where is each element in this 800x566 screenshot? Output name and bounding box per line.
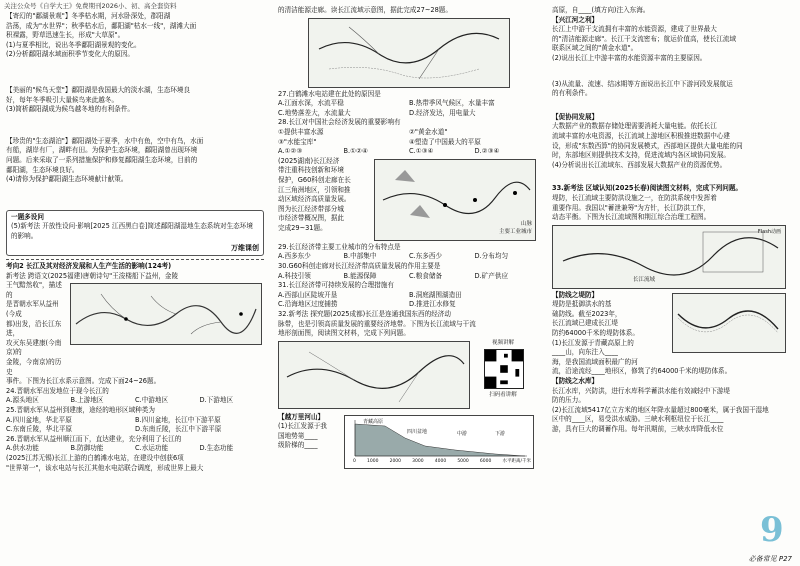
option[interactable]: C.中游地区 (135, 396, 169, 405)
option[interactable]: A.江面水深，水流平稳 (278, 99, 344, 108)
text-line: 图为长江经济带部分城 (278, 204, 344, 213)
text-line: 重要作用。我国以"蓄泄兼筹"为方针，长江防洪工作， (552, 203, 710, 212)
text-line: 鄱阳湖，生态环境良好。 (6, 165, 79, 174)
text-line: 时，东部地区则提供技术支持，促进流域内各区域协同发展。 (552, 151, 731, 160)
question-s4: (4)分析说出长江流域东、西部发展大数据产业的资源优势。 (552, 160, 727, 169)
jingjiang-map-icon (673, 294, 785, 352)
q31-options (278, 291, 540, 310)
sub1-title: 【越万里河山】 (278, 412, 325, 421)
axis-tick: 5000 (457, 459, 469, 465)
text-line: 长江水库，兴防洪，进行水库科学蓄洪水能有效减轻中下游堤 (552, 386, 731, 395)
yangtze-flood-map (552, 225, 786, 289)
axis-title: 水平距离/千米 (502, 459, 531, 465)
text-line: 市经济带概况图，据此 (278, 214, 344, 223)
answer-space (552, 170, 794, 184)
s2-title: 【促协同发展】 (552, 112, 599, 121)
option[interactable]: D.东南丘陵，长江中下游平原 (135, 425, 222, 434)
question-33: 33.新考法 区域认知(2025长春)阅读图文材料，完成下列问题。 (552, 184, 743, 193)
text-line: 联系区域之间的"黄金水道"。 (552, 44, 638, 53)
text-line: 积裸露，野草迅速生长，形成"大草原"。 (6, 31, 125, 40)
option[interactable]: B.能源保障 (343, 271, 377, 280)
answer-space (552, 99, 794, 113)
legend-mountain: 山脉 (520, 221, 532, 228)
text-line: 防的压力。 (552, 396, 585, 405)
text-line: (2025江苏无锡)长江上游的白鹤滩水电站，在建设中创获6项 (6, 453, 184, 462)
box-text: (5)新考法 开放性设问·影响[2025 江西黑白卷]简述鄱阳湖湿地生态系统对生态环境的影响。 (11, 222, 253, 240)
economic-belt-map (374, 159, 536, 241)
option[interactable]: D.矿产供应 (474, 271, 509, 280)
text-line: "世界第一"，该水电站与长江其他水电站联合调度，形成世界上最大 (6, 463, 204, 472)
legend-city: 主要工业城市 (498, 229, 532, 236)
text-line: 的有利条件。 (552, 89, 592, 98)
axis-tick: 4000 (434, 459, 447, 465)
lake-landscape-block (6, 12, 264, 60)
option[interactable]: C.东南丘陵，华北平原 (6, 425, 73, 434)
yangtze-basin-map-2 (278, 341, 470, 409)
option[interactable]: A.①②③ (278, 147, 303, 156)
column-right (552, 6, 794, 435)
option[interactable]: B.①②④ (343, 147, 368, 156)
axis-tick: 6000 (479, 459, 492, 465)
text-line: 【珍贵的"生态湖泊"】鄱阳湖处于夏季，水中有鱼，空中有鸟，水面 (6, 136, 204, 145)
map-label-flash: Flash动画 (757, 228, 781, 235)
option[interactable]: A.供水功能 (6, 444, 39, 453)
q28-items (278, 128, 540, 147)
profile-axis (353, 457, 531, 467)
text-line: 保护，G60科创走廊在长 (278, 175, 351, 184)
axis-tick: 1000 (367, 459, 379, 465)
section-title: 考向2 长江及其对经济发展和人生产生活的影响(124考) (6, 259, 264, 272)
intro-text (6, 281, 66, 377)
column-left (6, 12, 264, 473)
option[interactable]: A.科技引领 (278, 271, 311, 280)
q29-options (278, 252, 540, 262)
option[interactable]: D.分布均匀 (474, 252, 509, 261)
option[interactable]: D.推进江水修复 (409, 300, 456, 309)
text-line: ____山，向东注入____ (552, 348, 618, 357)
text-line: 问题。后来采取了一系列措施保护和修复鄱阳湖生态环境，目前的 (6, 155, 198, 164)
box-title: 一题多设问 (11, 212, 44, 221)
option[interactable]: A.四川盆地，华北平原 (6, 415, 72, 424)
text-line: 设，形成"东数西算"的协同发展模式，西部地区提供大量电能的同 (552, 141, 743, 150)
question-28: 28.长江对中国社会经济发展的重要影响有 (278, 118, 401, 127)
text-line: 长江上中游干支流拥有丰富的水能资源，建成了世界最大 (552, 25, 717, 34)
river-map-icon (71, 284, 261, 344)
axis-tick: 0 (353, 459, 356, 465)
jingjiang-map (672, 293, 786, 353)
map-label: 长江流域 (633, 277, 656, 284)
text-line: 游，具有巨大的调蓄作用。每年汛期前，三峡水库降低水位 (552, 425, 724, 433)
option[interactable]: C.地势落差大，水流量大 (278, 108, 351, 117)
question-33-2: (2)长江流域5417亿立方米的地区年降水量超过800毫米，属于我国干湿地 (552, 405, 769, 414)
question-2: (2)分析鄱阳湖水域面积季节变化大的原因。 (6, 50, 135, 59)
qr-label-top: 视频讲解 (491, 339, 514, 346)
wetland-block (6, 137, 264, 185)
header-note: 关注公众号《自学大王》免费期刊2026小、初、高全套资料 (4, 2, 177, 10)
question-25: 25.晋朝水军从益州到建康，途经的地形区域种类为 (6, 406, 155, 414)
q29-intro-area (278, 157, 540, 243)
s4-title: 【防线之水库】 (552, 377, 599, 386)
brand-logo: 万维课创 (231, 243, 259, 252)
option: ①提供丰富水源 (278, 127, 324, 136)
text-line: 脉带，也是引领高质量发展的重要经济地带。下图为长江流域与干流 (278, 319, 476, 328)
option[interactable]: C.东多西少 (409, 252, 443, 261)
s1-title: 【兴江河之利】 (552, 15, 599, 24)
text-line: 王气黯然收"，描述的 (6, 281, 62, 299)
answer-space (6, 115, 264, 137)
text-line: 堤防是抵御洪水的基 (552, 300, 612, 309)
question-4: (4)请你为保护鄱阳湖生态环境献计献策。 (6, 175, 128, 184)
question-31: 31.长江经济带可持续发展的合理措施有 (278, 281, 394, 290)
text-line: 带注重科技创新和环境 (278, 166, 344, 175)
flood-map-icon (553, 226, 785, 288)
q-intro-area (6, 272, 264, 387)
text-line: 是晋朝水军从益州(今成 (6, 300, 59, 319)
option[interactable]: B.热带季风气候区，水量丰富 (409, 99, 495, 108)
text-line: 完成29~31题。 (278, 223, 327, 232)
option[interactable]: B.中部集中 (343, 252, 377, 261)
option[interactable]: C.沿海地区过度捕捞 (278, 300, 338, 309)
text-line: 流域丰富的水电资源，长江流域上游地区积极推进数据中心建 (552, 131, 731, 140)
text-line: 新考法 跨语文(2025福建)唐朝诗句"王浚楼船下益州，金陵 (6, 271, 179, 280)
text-line: 【寄幻的"鄱湖景观"】冬季枯水期，河水卧深处，郡阳湖 (6, 12, 171, 20)
text-line: 动区域经济高质量发展。 (278, 195, 351, 204)
text-line: (2025湖南)长江经济 (278, 156, 340, 165)
text-line: 浩荡，成为"水世界"；秋季枯水后，鄱阳湖"枯水一线"，湖滩大面 (6, 21, 197, 30)
option: ③"水能宝库" (278, 137, 317, 146)
s3-title: 【防线之堤防】 (552, 290, 599, 299)
option[interactable]: B.四川盆地，长江中下游平原 (135, 415, 221, 424)
question-1: (1)与夏季相比，说出冬季鄱阳湖景观的变化。 (6, 40, 141, 49)
text-line: 好，每年冬季吸引大量候鸟来此越冬。 (6, 95, 119, 104)
option[interactable]: A.西部山区陡坡开垦 (278, 290, 338, 299)
text-line: (1)长江发源于我 (278, 422, 327, 431)
basin-map-2-icon (279, 342, 469, 408)
q27-options (278, 99, 540, 118)
question-3: (3)简析鄱阳湖成为候鸟越冬地的有利条件。 (6, 105, 135, 114)
s3-area (552, 291, 794, 358)
column-middle (278, 6, 540, 471)
page-number-decor: 9 (760, 510, 784, 550)
text-line: 级阶梯的____ (278, 441, 318, 450)
text-line: 攻灭东吴建康(今南京)的 (6, 338, 62, 357)
sub1-text (278, 413, 340, 471)
q26-options (6, 444, 264, 454)
axis-tick: 2000 (389, 459, 402, 465)
qr-area (476, 339, 530, 405)
option[interactable]: D.生态功能 (199, 444, 234, 453)
text-line: 堤防，长江流域主要防洪设施之一，在防洪系统中发挥着 (552, 193, 717, 202)
option[interactable]: A.西多东少 (278, 252, 311, 261)
question-29: 29.长江经济带主要工业城市的分布特点是 (278, 242, 401, 251)
text-line: 区中的____区，易受洪水威胁。三峡水利枢纽位于长江____ (552, 415, 724, 424)
profile-label-plateau: 青藏高原 (363, 418, 384, 425)
axis-tick: 3000 (412, 459, 424, 465)
yangtze-map (70, 283, 262, 345)
text-line: 江三角洲地区，引领和推 (278, 185, 351, 194)
answer-space (6, 60, 264, 86)
text-line: 的清洁能源走廊。读长江流域示意图，据此完成27~28题。 (278, 6, 452, 14)
terrain-profile (344, 415, 534, 469)
text-line: 有船，湖岸有厂，湖畔有田。为保护生态环境，鄱阳湖曾出现环境 (6, 146, 198, 155)
question-s3: (3)从流量、流速、结冰期等方面说出长江中下游河段发展航运 (552, 79, 733, 88)
text-line: 国地势第____ (278, 431, 318, 440)
option[interactable]: B.洞庭湖围湖造田 (409, 290, 462, 299)
profile-label-basin: 四川盆地 (407, 428, 428, 435)
option[interactable]: B.上游地区 (70, 396, 104, 405)
profile-label-lower: 下游 (495, 430, 506, 437)
question-30: 30.G60科创走廊对长江经济带高质量发展的作用主要是 (278, 261, 441, 270)
q30-options (278, 272, 540, 282)
yangtze-basin-map (308, 18, 510, 88)
option: ④塑造了中国最大的平原 (409, 137, 481, 146)
option[interactable]: C.水运功能 (135, 444, 169, 453)
intro-text (278, 157, 370, 243)
basin-map-icon (309, 19, 509, 87)
option[interactable]: C.粮食储备 (409, 271, 443, 280)
text-line: 动态平衡。下图为长江流域图和荆江综合治理工程图。 (552, 213, 711, 222)
bird-block (6, 86, 264, 115)
s3-text (552, 291, 668, 358)
qr-label: 扫码看讲解 (489, 392, 517, 399)
option[interactable]: A.源头地区 (6, 396, 39, 405)
answer-space (552, 64, 794, 80)
text-line: 金陵，今南京)的历史 (6, 358, 62, 376)
option[interactable]: C.①③④ (409, 147, 434, 156)
question-24: 24.晋朝水军出发地位于现今长江的 (6, 386, 109, 395)
text-line: 大数据产业的数据存储处理需要消耗大量电能。依托长江 (552, 122, 717, 131)
text-line: 高原，自____(填方向)注入东海。 (552, 6, 650, 14)
q25-options (6, 416, 264, 435)
q28-choices (278, 147, 540, 157)
text-line: 础防线。截至2023年， (552, 309, 622, 318)
option[interactable]: B.防御功能 (70, 444, 104, 453)
qr-code-icon[interactable] (484, 349, 524, 389)
question-33-1: (1)长江发源于青藏高原上的 (552, 338, 634, 347)
text-line: 【美丽的"候鸟天堂"】鄱阳湖是我国最大的淡水湖，生态环境良 (6, 85, 191, 94)
text-line: 的"清洁能源走廊"。长江干支流密布；航运价值高，使长江流域 (552, 34, 737, 43)
text-line: 事件。下图为长江水系示意图。完成下面24~26题。 (6, 377, 161, 386)
multi-question-box (6, 210, 264, 256)
option: ②"黄金水道" (409, 127, 448, 136)
page-footer: 必备常见 P27 (748, 555, 792, 563)
option[interactable]: D.下游地区 (199, 396, 234, 405)
text-line: 流，沿途流经____地形区，修筑了约64000千米的堤防体系。 (552, 367, 732, 376)
text-line: 地形剖面图，阅读图文材料，完成下列问题。 (278, 329, 410, 338)
question-27: 27.白鹤滩水电站建在此处的原因是 (278, 89, 381, 98)
profile-area (278, 413, 540, 471)
q32-maps (278, 339, 540, 411)
question-26: 26.晋朝水军从益州顺江而下，直达建业，充分利用了长江的 (6, 434, 182, 443)
answer-space (6, 185, 264, 207)
q24-options (6, 396, 264, 406)
text-line: 长江流域已建成长江堤 (552, 319, 618, 328)
option[interactable]: D.②③④ (474, 147, 500, 156)
question-s2: (2)说出长江上中游丰富的水能资源丰富的主要原因。 (552, 53, 707, 62)
text-line: 都)出发，沿长江东进， (6, 319, 62, 338)
option[interactable]: D.经济发达，用电量大 (409, 108, 476, 117)
question-32: 32.新考法 探究题(2025成都)长江是连通我国东西的经济动 (278, 309, 451, 318)
text-line: 防约64000千米的堤防体系。 (552, 329, 639, 338)
profile-label-middle: 中游 (457, 430, 468, 437)
text-line: 海，是我国流域面积最广的河 (552, 357, 638, 366)
